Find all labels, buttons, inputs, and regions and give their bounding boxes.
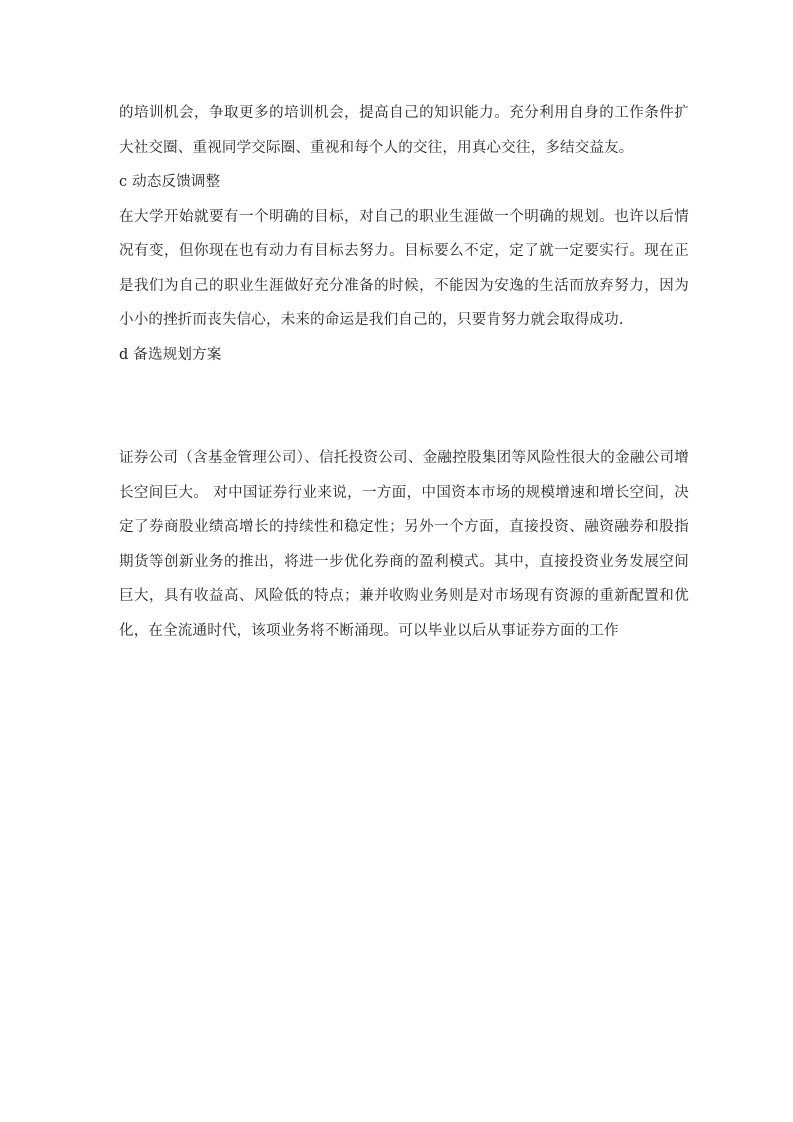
paragraph-social-network: 的培训机会，争取更多的培训机会，提高自己的知识能力。充分利用自身的工作条件扩大社交圈、重视同学交际圈、重视和每个人的交往，用真心交往，多结交益友。 [119, 105, 689, 156]
paragraph-career-goal: 在大学开始就要有一个明确的目标，对自己的职业生涯做一个明确的规划。也许以后情况有变，但你现在也有动力有目标去努力。目标要么不定，定了就一定要实行。现在正是我们为自己的职业生涯做好充分准备的时候，不能因为安逸的生活而放弃努力，因为小小的挫折而丧失信心，未来的命运是我们自己的，只要肯努力就会取得成功. [119, 208, 689, 328]
paragraph-securities-industry: 证券公司（含基金管理公司）、信托投资公司、金融控股集团等风险性很大的金融公司增长空间巨大。 对中国证券行业来说，一方面，中国资本市场的规模增速和增长空间，决定了券商股业绩高增长的持续性和稳定性；另外一个方面，直接投资、融资融券和股指期货等创新业务的推出，将进一步优化券商的盈利模式。其中，直接投资业务发展空间巨大，具有收益高、风险低的特点；兼并收购业务则是对市场现有资源的重新配置和优化，在全流通时代，该项业务将不断涌现。可以毕业以后从事证券方面的工作 [119, 450, 689, 639]
blank-spacer [119, 372, 689, 441]
heading-dynamic-feedback: c 动态反馈调整 [119, 174, 221, 190]
heading-alternative-plan: d 备选规划方案 [119, 346, 222, 363]
document-body [119, 96, 689, 648]
